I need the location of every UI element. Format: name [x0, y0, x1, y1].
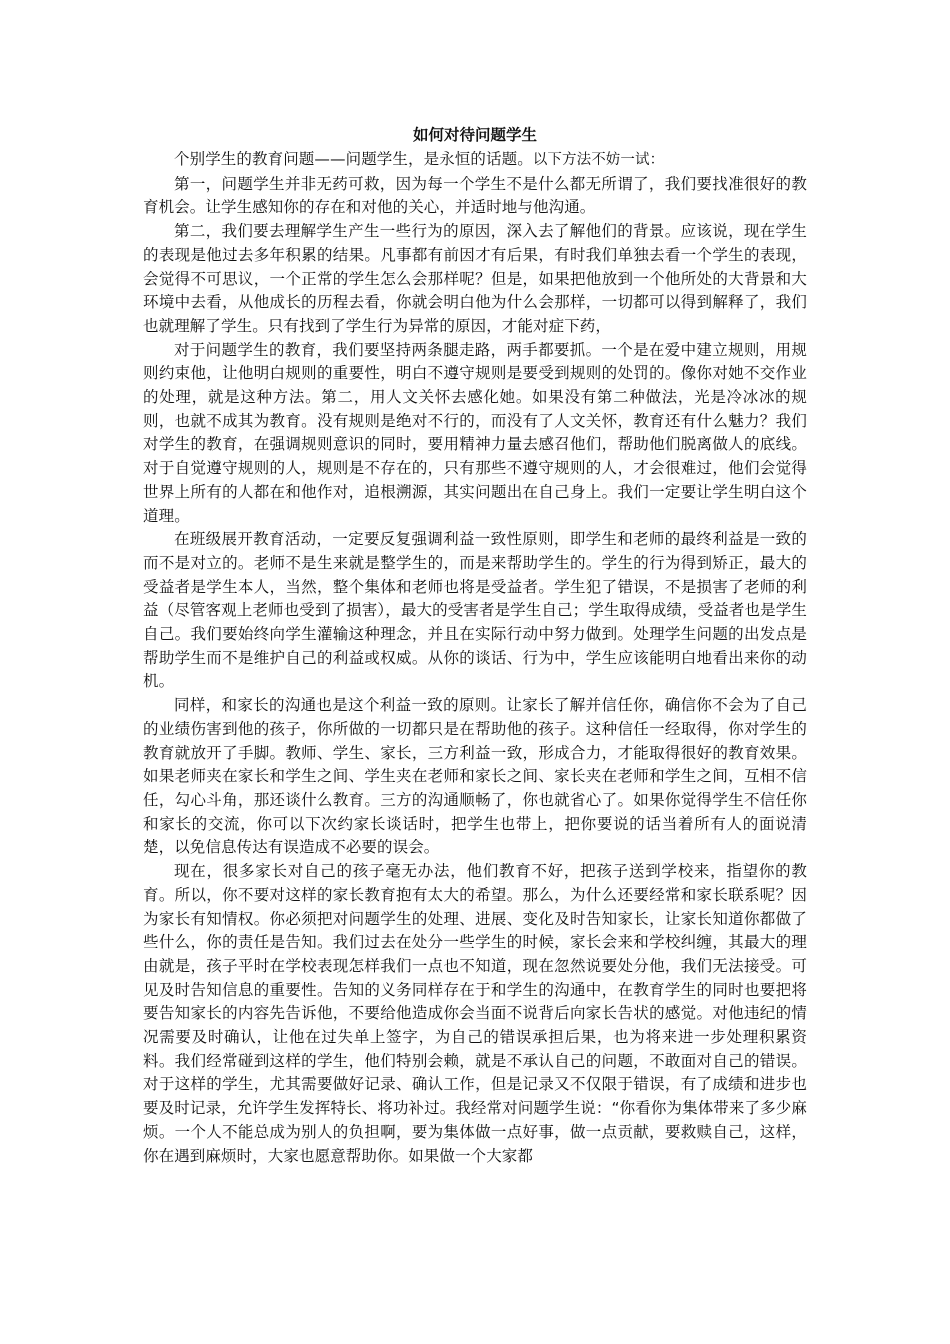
paragraph-1: 第一，问题学生并非无药可救，因为每一个学生不是什么都无所谓了，我们要找准很好的教育机会。让学生感知你的存在和对他的关心，并适时地与他沟通。 [143, 174, 807, 217]
intro-paragraph [143, 148, 807, 173]
paragraph-3: 对于问题学生的教育，我们要坚持两条腿走路，两手都要抓。一个是在爱中建立规则，用规则约束他，让他明白规则的重要性，明白不遵守规则是要受到规则的处罚的。像你对她不交作业的处理，就是这种方法。第二，用人文关怀去感化她。如果没有第二种做法，光是冷冰冰的规则，也就不成其为教育。没有规则是绝对不行的，而没有了人文关怀，教育还有什么魅力？我们对学生的教育，在强调规则意识的同时，要用精神力量去感召他们，帮助他们脱离做人的底线。对于自觉遵守规则的人，规则是不存在的，只有那些不遵守规则的人，才会很难过，他们会觉得世界上所有的人都在和他作对，追根溯源，其实问题出在自己身上。我们一定要让学生明白这个道理。 [143, 340, 807, 525]
document-title: 如何对待问题学生 [412, 126, 537, 144]
paragraph-2: 第二，我们要去理解学生产生一些行为的原因，深入去了解他们的背景。应该说，现在学生的表现是他过去多年积累的结果。凡事都有前因才有后果，有时我们单独去看一个学生的表现，会觉得不可思议，一个正常的学生怎么会那样呢？但是，如果把他放到一个他所处的大背景和大环境中去看，从他成长的历程去看，你就会明白他为什么会那样，一切都可以得到解释了，我们也就理解了学生。只有找到了学生行为异常的原因，才能对症下药， [143, 222, 807, 335]
paragraph-4: 在班级展开教育活动，一定要反复强调利益一致性原则，即学生和老师的最终利益是一致的而不是对立的。老师不是生来就是整学生的，而是来帮助学生的。学生的行为得到矫正，最大的受益者是学生本人，当然，整个集体和老师也将是受益者。学生犯了错误，不是损害了老师的利益（尽管客观上老师也受到了损害），最大的受害者是学生自己；学生取得成绩，受益者也是学生自己。我们要始终向学生灌输这种理念，并且在实际行动中努力做到。处理学生问题的出发点是帮助学生而不是维护自己的利益或权威。从你的谈话、行为中，学生应该能明白地看出来你的动机。 [143, 530, 807, 691]
paragraph-5: 同样，和家长的沟通也是这个利益一致的原则。让家长了解并信任你，确信你不会为了自己的业绩伤害到他的孩子，你所做的一切都只是在帮助他的孩子。这种信任一经取得，你对学生的教育就放开了手脚。教师、学生、家长，三方利益一致，形成合力，才能取得很好的教育效果。如果老师夹在家长和学生之间、学生夹在老师和家长之间、家长夹在老师和学生之间，互相不信任，勾心斗角，那还谈什么教育。三方的沟通顺畅了，你也就省心了。如果你觉得学生不信任你和家长的交流，你可以下次约家长谈话时，把学生也带上，把你要说的话当着所有人的面说清楚，以免信息传达有误造成不必要的误会。 [143, 696, 807, 857]
document-body [143, 124, 807, 1168]
paragraph-6: 现在，很多家长对自己的孩子毫无办法，他们教育不好，把孩子送到学校来，指望你的教育。所以，你不要对这样的家长教育抱有太大的希望。那么，为什么还要经常和家长联系呢？因为家长有知情权。你必须把对问题学生的处理、进展、变化及时告知家长，让家长知道你都做了些什么，你的责任是告知。我们过去在处分一些学生的时候，家长会来和学校纠缠，其最大的理由就是，孩子平时在学校表现怎样我们一点也不知道，现在忽然说要处分他，我们无法接受。可见及时告知信息的重要性。告知的义务同样存在于和学生的沟通中，在教育学生的同时也要把将要告知家长的内容先告诉他，不要给他造成你会当面不说背后向家长告状的感觉。对他违纪的情况需要及时确认，让他在过失单上签字，为自己的错误承担后果，也为将来进一步处理积累资料。我们经常碰到这样的学生，他们特别会赖，就是不承认自己的问题，不敢面对自己的错误。对于这样的学生，尤其需要做好记录、确认工作，但是记录又不仅限于错误，有了成绩和进步也要及时记录，允许学生发挥特长、将功补过。我经常对问题学生说：“你看你为集体带来了多少麻烦。一个人不能总成为别人的负担啊，要为集体做一点好事，做一点贡献，要救赎自己，这样，你在遇到麻烦时，大家也愿意帮助你。如果做一个大家都 [143, 862, 807, 1165]
intro-text: 个别学生的教育问题——问题学生，是永恒的话题。 [174, 150, 533, 168]
intro-note: 以下方法不妨一试： [532, 152, 665, 168]
